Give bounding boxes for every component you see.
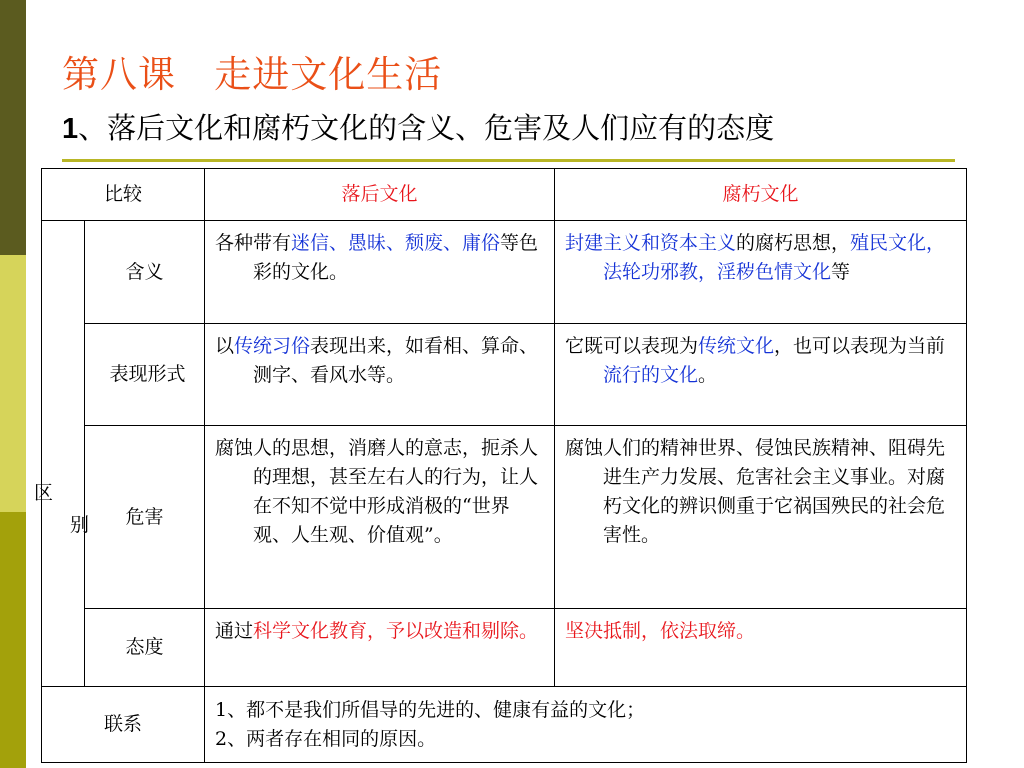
table-row-meaning: [42, 221, 967, 324]
row-label-harm: 危害: [85, 426, 205, 609]
text: 各种带有: [215, 232, 292, 254]
cell-backward-meaning: [205, 221, 555, 324]
group-label-bie: 别: [70, 514, 90, 536]
side-bar-top: [0, 0, 26, 255]
group-label-difference: [34, 221, 90, 687]
text: 它既可以表现为: [565, 335, 699, 357]
cell-relation: [205, 687, 967, 763]
slide-subtitle: [62, 106, 774, 147]
text: ，也可以表现为当前: [774, 335, 946, 357]
cell-decadent-meaning: [555, 221, 967, 324]
highlight-blue: 迷信、愚昧、颓废、庸俗: [291, 232, 501, 254]
side-bar-middle: [0, 255, 26, 512]
subtitle-number: 1: [62, 113, 79, 145]
text: 表现出来，如看相、算命、测字、看风水等。: [253, 335, 539, 386]
header-compare: 比较: [42, 169, 205, 221]
text: 等: [831, 261, 851, 283]
highlight-blue: 传统习俗: [234, 335, 311, 357]
highlight-blue: 殖民文化，法轮功邪教，淫秽色情文化: [603, 232, 946, 283]
cell-backward-form: [205, 324, 555, 426]
cell-decadent-harm: [555, 426, 967, 609]
header-decadent-culture: 腐朽文化: [555, 169, 967, 221]
highlight-blue: 封建主义和资本主义: [565, 232, 737, 254]
text: 腐蚀人的思想，消磨人的意志，扼杀人的理想，甚至左右人的行为，让人在不知不觉中形成消极的“世界观、人生观、价值观”。: [215, 437, 539, 546]
highlight-blue: 流行的文化: [603, 364, 699, 386]
text: 的腐朽思想，: [736, 232, 851, 254]
row-label-form: 表现形式: [85, 324, 205, 426]
text: 以: [215, 335, 235, 357]
text: 通过: [215, 620, 254, 642]
table-header-row: [42, 169, 967, 221]
slide-title: 第八课 走进文化生活: [62, 53, 443, 96]
table-row-form: [42, 324, 967, 426]
side-bar-bottom: [0, 512, 26, 768]
relation-line-1: 1、都不是我们所倡导的先进的、健康有益的文化；: [215, 698, 646, 721]
row-label-meaning: 含义: [85, 221, 205, 324]
subtitle-text: 、落后文化和腐朽文化的含义、危害及人们应有的态度: [78, 111, 775, 145]
table-row-attitude: [42, 609, 967, 687]
title-divider: [62, 159, 955, 162]
row-label-attitude: 态度: [85, 609, 205, 687]
highlight-red: 科学文化教育，予以改造和剔除。: [253, 620, 539, 642]
cell-decadent-attitude: [555, 609, 967, 687]
table-row-harm: [42, 426, 967, 609]
header-backward-culture: 落后文化: [205, 169, 555, 221]
highlight-blue: 传统文化: [698, 335, 775, 357]
relation-line-2: 2、两者存在相同的原因。: [215, 727, 437, 750]
comparison-table: [34, 168, 967, 763]
highlight-red: 坚决抵制，依法取缔。: [565, 620, 756, 642]
table-row-relation: [42, 687, 967, 763]
text: 。: [698, 364, 718, 386]
cell-decadent-form: [555, 324, 967, 426]
cell-backward-harm: [205, 426, 555, 609]
text: 等色彩的文化。: [253, 232, 539, 283]
text: 腐蚀人们的精神世界、侵蚀民族精神、阻碍先进生产力发展、危害社会主义事业。对腐朽文化的辨识侧重于它祸国殃民的社会危害性。: [565, 437, 946, 546]
cell-backward-attitude: [205, 609, 555, 687]
row-label-relation: 联系: [42, 687, 205, 763]
group-label-qu: 区: [34, 482, 54, 504]
